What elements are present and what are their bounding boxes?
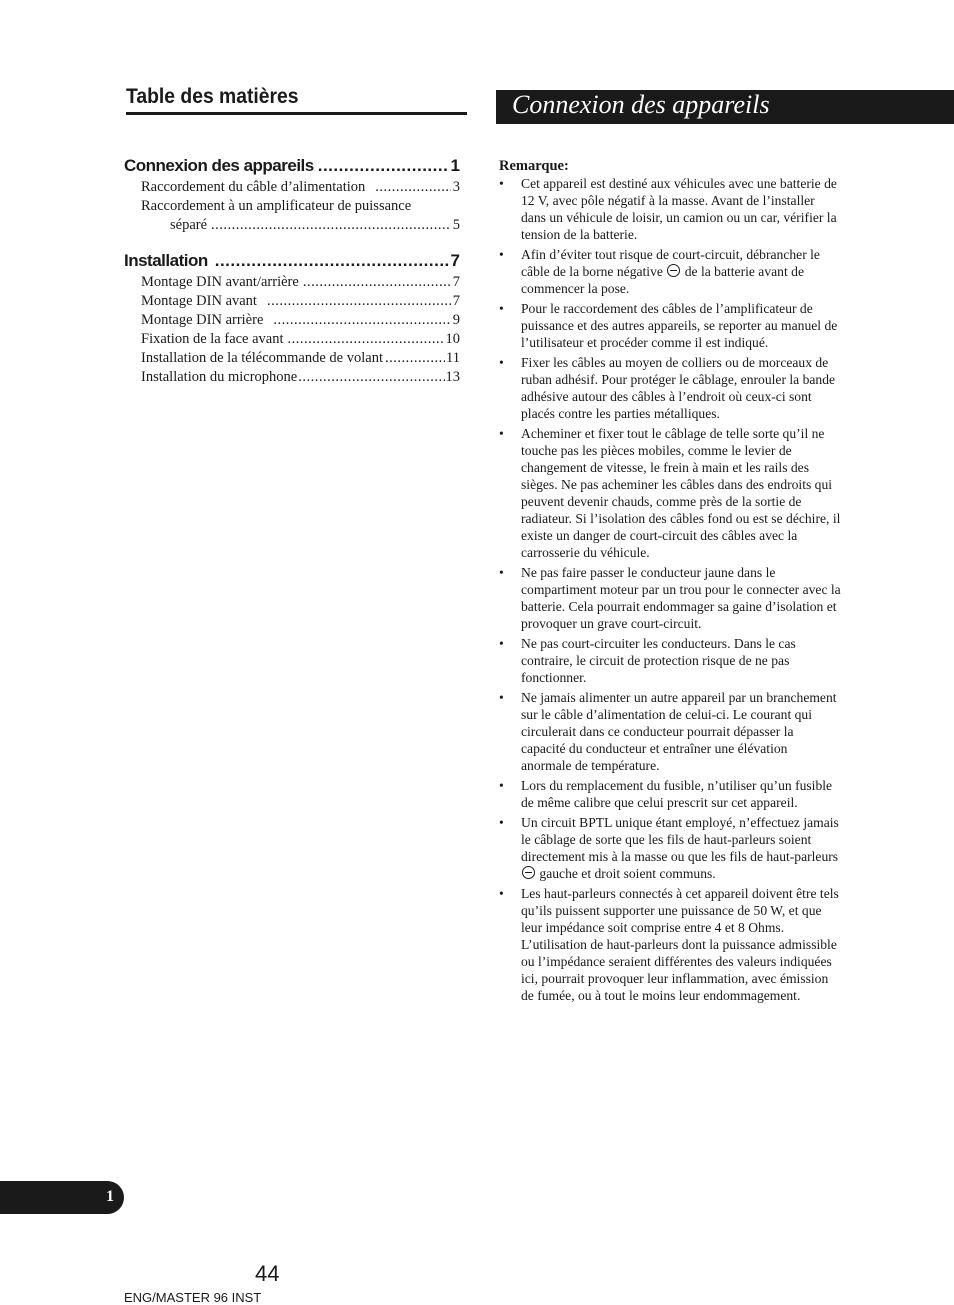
list-item <box>499 300 841 351</box>
toc-entry-page: 3 <box>452 179 460 195</box>
toc-section-installation <box>124 249 460 387</box>
toc-leader-dots <box>318 154 449 178</box>
chapter-tab-number: 1 <box>106 1188 114 1205</box>
table-of-contents <box>124 154 460 401</box>
toc-entry-installation[interactable] <box>124 249 460 273</box>
bullet-text: Les haut-parleurs connectés à cet appareil doivent être tels qu’ils puissent supporter une puissance de 50 W, et que leur impédance soit comprise entre 4 et 8 Ohms. L’utilisation de haut-parleurs dont la puissance admissible ou l’impédance seraient différentes des valeurs indiquées ici, pourrait provoquer leur inflammation, avec émission de fumée, ou à tout le moins leur endommagement. <box>521 886 839 1003</box>
toc-entry-page: 7 <box>452 274 460 290</box>
bullet-text: Afin d’éviter tout risque de court-circuit, débrancher le câble de la borne négative <box>521 247 820 279</box>
toc-leader-dots <box>288 330 444 349</box>
toc-leader-dots <box>375 178 450 197</box>
toc-entry-label: Raccordement à un amplificateur de puissance <box>141 198 412 214</box>
list-item <box>499 175 841 243</box>
toc-entry-label: Fixation de la face avant <box>141 331 284 347</box>
bullet-marker: • <box>499 636 504 651</box>
list-item <box>499 814 841 882</box>
bullet-marker: • <box>499 565 504 580</box>
toc-entry-page: 7 <box>450 251 460 270</box>
bullet-text: Pour le raccordement des câbles de l’amplificateur de puissance et des autres appareils, se reporter au manuel de l’utilisateur et procéder comme il est indiqué. <box>521 301 838 350</box>
toc-title: Table des matières <box>126 85 299 108</box>
toc-leader-dots <box>267 292 451 311</box>
bullet-marker: • <box>499 247 504 262</box>
toc-leader-dots <box>385 349 445 368</box>
list-item <box>499 425 841 561</box>
toc-entry-label: Montage DIN avant/arrière <box>141 274 299 290</box>
toc-entry-telecommande-volant[interactable] <box>124 349 460 368</box>
toc-entry-label-continuation: séparé <box>170 217 208 233</box>
list-item <box>499 885 841 1004</box>
toc-entry-page: 9 <box>452 312 460 328</box>
bullet-marker: • <box>499 176 504 191</box>
toc-leader-dots <box>215 249 449 273</box>
toc-entry-page: 13 <box>445 369 460 385</box>
toc-entry-montage-din-arriere[interactable] <box>124 311 460 330</box>
bullet-text: Ne pas faire passer le conducteur jaune dans le compartiment moteur par un trou pour le connecter avec la batterie. Cela pourrait endommager sa gaine d’isolation et provoquer un grave court-circuit. <box>521 565 841 631</box>
toc-entry-label: Connexion des appareils <box>124 156 314 175</box>
list-item <box>499 354 841 422</box>
toc-entry-installation-microphone[interactable] <box>124 368 460 387</box>
page-number: 44 <box>255 1261 280 1286</box>
job-code: ENG/MASTER 96 INST <box>124 1290 262 1305</box>
toc-entry-page: 7 <box>452 293 460 309</box>
toc-entry-page: 5 <box>452 217 460 233</box>
toc-entry-raccordement-amplificateur[interactable] <box>124 197 460 235</box>
toc-entry-montage-din-avant[interactable] <box>124 292 460 311</box>
list-item <box>499 246 841 297</box>
bullet-text: Ne pas court-circuiter les conducteurs. Dans le cas contraire, le circuit de protection risque de ne pas fonctionner. <box>521 636 796 685</box>
bullet-text: Lors du remplacement du fusible, n’utiliser qu’un fusible de même calibre que celui prescrit sur cet appareil. <box>521 778 833 810</box>
bullet-marker: • <box>499 301 504 316</box>
bullet-text: Ne jamais alimenter un autre appareil par un branchement sur le câble d’alimentation de celui-ci. Le courant qui circulerait dans ce conducteur pourrait dépasser la capacité du conducteur et entraîner une élévation anormale de température. <box>521 690 837 773</box>
toc-leader-dots <box>211 216 451 235</box>
toc-leader-dots <box>303 273 451 292</box>
bullet-text: Cet appareil est destiné aux véhicules avec une batterie de 12 V, avec pôle négatif à la masse. Avant de l’installer dans un véhicule de loisir, un camion ou un car, vérifier la tension de la batterie. <box>521 176 837 242</box>
bullet-marker: • <box>499 778 504 793</box>
negative-terminal-icon <box>667 264 680 277</box>
bullet-text: Un circuit BPTL unique étant employé, n’effectuez jamais le câblage de sorte que les fils de haut-parleurs soient directement mis à la masse ou que les fils de haut-parleurs <box>521 815 839 864</box>
bullet-marker: • <box>499 886 504 901</box>
list-item <box>499 777 841 811</box>
toc-entry-page: 1 <box>450 156 460 175</box>
toc-entry-page: 11 <box>446 350 460 366</box>
bullet-marker: • <box>499 815 504 830</box>
toc-entry-raccordement-alimentation[interactable] <box>124 178 460 197</box>
toc-title-rule <box>126 112 467 115</box>
section-title: Connexion des appareils <box>512 90 770 119</box>
negative-terminal-icon <box>522 866 535 879</box>
toc-entry-label: Montage DIN arrière <box>141 312 264 328</box>
bullet-marker: • <box>499 426 504 441</box>
toc-section-connexion <box>124 154 460 235</box>
toc-entry-label: Installation de la télécommande de volant <box>141 350 383 366</box>
list-item <box>499 635 841 686</box>
bullet-text: de la batterie avant de commencer la pose. <box>521 264 804 296</box>
bullet-marker: • <box>499 690 504 705</box>
toc-entry-label: Installation <box>124 251 208 270</box>
bullet-text: Fixer les câbles au moyen de colliers ou de morceaux de ruban adhésif. Pour protéger le câblage, enrouler la bande adhésive autour des câbles à l’endroit où ceux-ci sont placés contre les parties métalliques. <box>521 355 836 421</box>
toc-entry-montage-din-avant-arriere[interactable] <box>124 273 460 292</box>
toc-entry-label: Installation du microphone <box>141 369 298 385</box>
remarks-label: Remarque: <box>499 158 569 174</box>
toc-entry-page: 10 <box>445 331 460 347</box>
bullet-text: gauche et droit soient communs. <box>539 866 716 881</box>
toc-entry-label: Raccordement du câble d’alimentation <box>141 179 366 195</box>
bullet-marker: • <box>499 355 504 370</box>
remarks-block <box>499 158 841 1007</box>
toc-leader-dots <box>298 368 444 387</box>
bullet-text: Acheminer et fixer tout le câblage de telle sorte qu’il ne touche pas les pièces mobiles, comme le levier de changement de vitesse, le frein à main et les rails des sièges. Ne pas acheminer les câbles dans des endroits qui peuvent devenir chauds, comme près de la sortie de radiateur. Si l’isolation des câbles fond ou est se déchire, il existe un danger de court-circuit des câbles avec la carrosserie du véhicule. <box>521 426 841 560</box>
list-item <box>499 564 841 632</box>
toc-entry-connexion[interactable] <box>124 154 460 178</box>
toc-leader-dots <box>273 311 450 330</box>
toc-entry-fixation-face-avant[interactable] <box>124 330 460 349</box>
list-item <box>499 689 841 774</box>
toc-entry-label: Montage DIN avant <box>141 293 257 309</box>
